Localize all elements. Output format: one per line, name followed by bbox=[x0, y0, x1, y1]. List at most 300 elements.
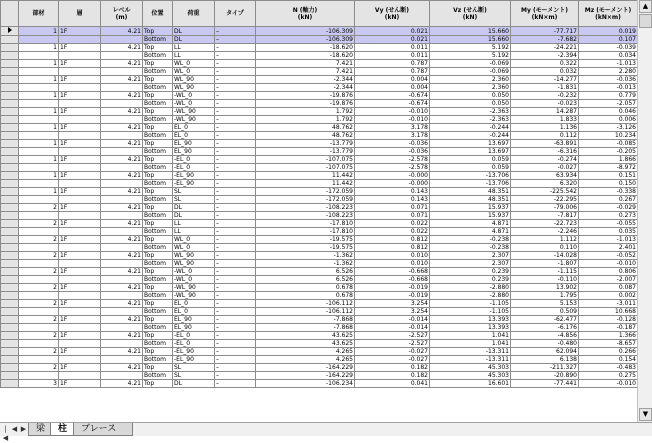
level-cell[interactable] bbox=[101, 52, 143, 60]
row-indicator[interactable] bbox=[1, 220, 19, 228]
vz-cell[interactable]: 15.937 bbox=[430, 212, 511, 220]
n-cell[interactable]: -106.234 bbox=[256, 380, 355, 388]
mz-cell[interactable]: -2.007 bbox=[579, 276, 638, 284]
my-cell[interactable]: -2.246 bbox=[511, 228, 579, 236]
floor-cell[interactable]: 1F bbox=[59, 124, 101, 132]
table-row[interactable] bbox=[1, 340, 638, 348]
type-cell[interactable]: – bbox=[215, 68, 256, 76]
member-cell[interactable] bbox=[19, 68, 59, 76]
vz-cell[interactable]: 15.937 bbox=[430, 204, 511, 212]
member-cell[interactable] bbox=[19, 36, 59, 44]
vz-cell[interactable]: -0.238 bbox=[430, 236, 511, 244]
vz-cell[interactable]: 0.050 bbox=[430, 100, 511, 108]
position-cell[interactable]: Bottom bbox=[143, 100, 173, 108]
row-indicator[interactable] bbox=[1, 364, 19, 372]
mz-cell[interactable]: 1.866 bbox=[579, 156, 638, 164]
row-indicator[interactable] bbox=[1, 324, 19, 332]
tab-beam[interactable]: 梁 bbox=[28, 423, 53, 436]
table-row[interactable] bbox=[1, 220, 638, 228]
floor-cell[interactable] bbox=[59, 180, 101, 188]
my-cell[interactable]: -0.110 bbox=[511, 276, 579, 284]
type-cell[interactable]: – bbox=[215, 332, 256, 340]
my-cell[interactable]: 0.110 bbox=[511, 244, 579, 252]
vz-cell[interactable]: 13.393 bbox=[430, 316, 511, 324]
load-cell[interactable]: -WL_90 bbox=[173, 284, 215, 292]
floor-cell[interactable]: 1F bbox=[59, 156, 101, 164]
level-cell[interactable]: 4.21 bbox=[101, 76, 143, 84]
member-cell[interactable] bbox=[19, 148, 59, 156]
load-cell[interactable]: WL_90 bbox=[173, 260, 215, 268]
floor-cell[interactable]: 1F bbox=[59, 92, 101, 100]
row-indicator[interactable] bbox=[1, 268, 19, 276]
member-cell[interactable]: 1 bbox=[19, 156, 59, 164]
mz-cell[interactable]: -0.085 bbox=[579, 140, 638, 148]
n-cell[interactable]: 11.442 bbox=[256, 172, 355, 180]
level-cell[interactable]: 4.21 bbox=[101, 156, 143, 164]
n-cell[interactable]: -19.575 bbox=[256, 236, 355, 244]
floor-cell[interactable] bbox=[59, 308, 101, 316]
load-cell[interactable]: -EL_0 bbox=[173, 164, 215, 172]
table-row[interactable] bbox=[1, 276, 638, 284]
level-cell[interactable]: 4.21 bbox=[101, 268, 143, 276]
table-row[interactable] bbox=[1, 204, 638, 212]
level-cell[interactable]: 4.21 bbox=[101, 140, 143, 148]
mz-cell[interactable]: -0.013 bbox=[579, 84, 638, 92]
table-row[interactable] bbox=[1, 52, 638, 60]
row-indicator[interactable] bbox=[1, 132, 19, 140]
position-cell[interactable]: Top bbox=[143, 27, 173, 36]
vz-cell[interactable]: -0.238 bbox=[430, 244, 511, 252]
vz-cell[interactable]: -0.069 bbox=[430, 68, 511, 76]
level-cell[interactable] bbox=[101, 68, 143, 76]
load-cell[interactable]: WL_0 bbox=[173, 236, 215, 244]
load-cell[interactable]: WL_0 bbox=[173, 244, 215, 252]
vz-cell[interactable]: -2.363 bbox=[430, 116, 511, 124]
my-cell[interactable]: 0.322 bbox=[511, 60, 579, 68]
table-row[interactable] bbox=[1, 76, 638, 84]
mz-cell[interactable]: -0.338 bbox=[579, 188, 638, 196]
table-row[interactable] bbox=[1, 60, 638, 68]
level-cell[interactable]: 4.21 bbox=[101, 300, 143, 308]
my-cell[interactable]: -0.023 bbox=[511, 100, 579, 108]
position-cell[interactable]: Top bbox=[143, 252, 173, 260]
n-cell[interactable]: -19.876 bbox=[256, 92, 355, 100]
table-row[interactable] bbox=[1, 228, 638, 236]
type-cell[interactable]: – bbox=[215, 188, 256, 196]
floor-cell[interactable]: 1F bbox=[59, 27, 101, 36]
n-cell[interactable]: -164.229 bbox=[256, 372, 355, 380]
type-cell[interactable]: – bbox=[215, 116, 256, 124]
my-cell[interactable]: -20.890 bbox=[511, 372, 579, 380]
load-cell[interactable]: -WL_90 bbox=[173, 116, 215, 124]
vz-cell[interactable]: -0.069 bbox=[430, 60, 511, 68]
vz-cell[interactable]: 13.697 bbox=[430, 140, 511, 148]
n-cell[interactable]: 6.526 bbox=[256, 268, 355, 276]
n-cell[interactable]: -106.309 bbox=[256, 27, 355, 36]
position-cell[interactable]: Bottom bbox=[143, 212, 173, 220]
floor-cell[interactable] bbox=[59, 132, 101, 140]
col-header-load[interactable]: 荷重 bbox=[173, 1, 215, 27]
vz-cell[interactable]: 15.660 bbox=[430, 27, 511, 36]
vz-cell[interactable]: 45.303 bbox=[430, 372, 511, 380]
vy-cell[interactable]: 0.011 bbox=[355, 52, 430, 60]
load-cell[interactable]: WL_90 bbox=[173, 76, 215, 84]
mz-cell[interactable]: -0.128 bbox=[579, 316, 638, 324]
n-cell[interactable]: -19.575 bbox=[256, 244, 355, 252]
level-cell[interactable]: 4.21 bbox=[101, 108, 143, 116]
col-header-position[interactable]: 位置 bbox=[143, 1, 173, 27]
mz-cell[interactable]: -2.057 bbox=[579, 100, 638, 108]
level-cell[interactable] bbox=[101, 228, 143, 236]
load-cell[interactable]: -EL_90 bbox=[173, 356, 215, 364]
scroll-thumb[interactable] bbox=[639, 14, 652, 28]
mz-cell[interactable]: 0.019 bbox=[579, 27, 638, 36]
member-cell[interactable] bbox=[19, 52, 59, 60]
type-cell[interactable]: – bbox=[215, 252, 256, 260]
floor-cell[interactable] bbox=[59, 260, 101, 268]
scroll-down-button[interactable]: ▼ bbox=[639, 408, 652, 421]
n-cell[interactable]: -107.075 bbox=[256, 156, 355, 164]
row-indicator[interactable] bbox=[1, 228, 19, 236]
n-cell[interactable]: 43.625 bbox=[256, 332, 355, 340]
member-cell[interactable]: 2 bbox=[19, 364, 59, 372]
my-cell[interactable]: 1.136 bbox=[511, 124, 579, 132]
my-cell[interactable]: 0.509 bbox=[511, 308, 579, 316]
vy-cell[interactable]: -0.668 bbox=[355, 276, 430, 284]
load-cell[interactable]: WL_90 bbox=[173, 252, 215, 260]
mz-cell[interactable]: -0.039 bbox=[579, 44, 638, 52]
my-cell[interactable]: 5.153 bbox=[511, 300, 579, 308]
type-cell[interactable]: – bbox=[215, 372, 256, 380]
position-cell[interactable]: Bottom bbox=[143, 372, 173, 380]
position-cell[interactable]: Bottom bbox=[143, 340, 173, 348]
load-cell[interactable]: WL_0 bbox=[173, 68, 215, 76]
position-cell[interactable]: Top bbox=[143, 76, 173, 84]
type-cell[interactable]: – bbox=[215, 100, 256, 108]
type-cell[interactable]: – bbox=[215, 380, 256, 388]
position-cell[interactable]: Top bbox=[143, 60, 173, 68]
member-cell[interactable] bbox=[19, 116, 59, 124]
row-indicator[interactable] bbox=[1, 124, 19, 132]
row-indicator[interactable] bbox=[1, 348, 19, 356]
row-indicator[interactable] bbox=[1, 244, 19, 252]
vz-cell[interactable]: 48.351 bbox=[430, 196, 511, 204]
vy-cell[interactable]: -0.010 bbox=[355, 116, 430, 124]
vz-cell[interactable]: -0.244 bbox=[430, 124, 511, 132]
n-cell[interactable]: 4.265 bbox=[256, 356, 355, 364]
table-row[interactable] bbox=[1, 236, 638, 244]
my-cell[interactable]: -1.115 bbox=[511, 268, 579, 276]
row-indicator[interactable] bbox=[1, 108, 19, 116]
vz-cell[interactable]: -1.105 bbox=[430, 308, 511, 316]
load-cell[interactable]: -EL_0 bbox=[173, 340, 215, 348]
position-cell[interactable]: Top bbox=[143, 284, 173, 292]
member-cell[interactable]: 1 bbox=[19, 108, 59, 116]
member-cell[interactable] bbox=[19, 276, 59, 284]
level-cell[interactable] bbox=[101, 84, 143, 92]
load-cell[interactable]: DL bbox=[173, 27, 215, 36]
member-cell[interactable] bbox=[19, 180, 59, 188]
load-cell[interactable]: EL_90 bbox=[173, 316, 215, 324]
type-cell[interactable]: – bbox=[215, 276, 256, 284]
n-cell[interactable]: 0.678 bbox=[256, 292, 355, 300]
n-cell[interactable]: -2.344 bbox=[256, 84, 355, 92]
member-cell[interactable]: 1 bbox=[19, 172, 59, 180]
n-cell[interactable]: -7.868 bbox=[256, 324, 355, 332]
row-indicator[interactable] bbox=[1, 196, 19, 204]
vz-cell[interactable]: 0.239 bbox=[430, 276, 511, 284]
member-cell[interactable] bbox=[19, 164, 59, 172]
tab-nav-prev-button[interactable]: ◀ bbox=[11, 425, 18, 433]
position-cell[interactable]: Top bbox=[143, 188, 173, 196]
my-cell[interactable]: 1.112 bbox=[511, 236, 579, 244]
tab-nav-first-button[interactable]: |◀ bbox=[2, 425, 9, 442]
mz-cell[interactable]: -1.013 bbox=[579, 236, 638, 244]
vy-cell[interactable]: -2.527 bbox=[355, 332, 430, 340]
position-cell[interactable]: Bottom bbox=[143, 52, 173, 60]
level-cell[interactable] bbox=[101, 308, 143, 316]
load-cell[interactable]: WL_90 bbox=[173, 84, 215, 92]
vz-cell[interactable]: -2.363 bbox=[430, 108, 511, 116]
floor-cell[interactable]: 1F bbox=[59, 380, 101, 388]
mz-cell[interactable]: -0.010 bbox=[579, 380, 638, 388]
row-indicator[interactable] bbox=[1, 284, 19, 292]
position-cell[interactable]: Bottom bbox=[143, 84, 173, 92]
type-cell[interactable]: – bbox=[215, 300, 256, 308]
floor-cell[interactable]: 1F bbox=[59, 140, 101, 148]
load-cell[interactable]: -WL_90 bbox=[173, 292, 215, 300]
vy-cell[interactable]: 0.143 bbox=[355, 196, 430, 204]
mz-cell[interactable]: -0.055 bbox=[579, 220, 638, 228]
floor-cell[interactable]: 1F bbox=[59, 316, 101, 324]
floor-cell[interactable]: 1F bbox=[59, 44, 101, 52]
vz-cell[interactable]: 13.393 bbox=[430, 324, 511, 332]
mz-cell[interactable]: 0.087 bbox=[579, 284, 638, 292]
level-cell[interactable] bbox=[101, 292, 143, 300]
level-cell[interactable] bbox=[101, 148, 143, 156]
my-cell[interactable]: 62.094 bbox=[511, 348, 579, 356]
n-cell[interactable]: -108.223 bbox=[256, 204, 355, 212]
level-cell[interactable]: 4.21 bbox=[101, 252, 143, 260]
load-cell[interactable]: DL bbox=[173, 212, 215, 220]
my-cell[interactable]: 63.934 bbox=[511, 172, 579, 180]
member-cell[interactable] bbox=[19, 196, 59, 204]
member-cell[interactable]: 2 bbox=[19, 268, 59, 276]
floor-cell[interactable] bbox=[59, 52, 101, 60]
mz-cell[interactable]: 0.806 bbox=[579, 268, 638, 276]
position-cell[interactable]: Top bbox=[143, 108, 173, 116]
mz-cell[interactable]: -0.187 bbox=[579, 324, 638, 332]
floor-cell[interactable] bbox=[59, 372, 101, 380]
my-cell[interactable]: -63.891 bbox=[511, 140, 579, 148]
vz-cell[interactable]: 16.601 bbox=[430, 380, 511, 388]
level-cell[interactable] bbox=[101, 164, 143, 172]
type-cell[interactable]: – bbox=[215, 84, 256, 92]
type-cell[interactable]: – bbox=[215, 76, 256, 84]
load-cell[interactable]: -EL_90 bbox=[173, 172, 215, 180]
floor-cell[interactable] bbox=[59, 36, 101, 44]
n-cell[interactable]: -172.059 bbox=[256, 188, 355, 196]
row-indicator[interactable] bbox=[1, 116, 19, 124]
vy-cell[interactable]: -0.036 bbox=[355, 140, 430, 148]
row-indicator[interactable] bbox=[1, 316, 19, 324]
type-cell[interactable]: – bbox=[215, 164, 256, 172]
n-cell[interactable]: -1.362 bbox=[256, 252, 355, 260]
vy-cell[interactable]: -0.014 bbox=[355, 316, 430, 324]
table-row[interactable] bbox=[1, 372, 638, 380]
member-cell[interactable]: 1 bbox=[19, 188, 59, 196]
table-row[interactable] bbox=[1, 156, 638, 164]
row-indicator[interactable] bbox=[1, 252, 19, 260]
vy-cell[interactable]: 0.004 bbox=[355, 76, 430, 84]
vy-cell[interactable]: 0.041 bbox=[355, 380, 430, 388]
position-cell[interactable]: Bottom bbox=[143, 356, 173, 364]
table-row[interactable] bbox=[1, 252, 638, 260]
vy-cell[interactable]: 0.011 bbox=[355, 44, 430, 52]
col-header-type[interactable]: タイプ bbox=[215, 1, 256, 27]
level-cell[interactable]: 4.21 bbox=[101, 172, 143, 180]
table-row[interactable] bbox=[1, 308, 638, 316]
vz-cell[interactable]: 5.192 bbox=[430, 44, 511, 52]
vz-cell[interactable]: 2.307 bbox=[430, 252, 511, 260]
col-header-vz[interactable]: Vz (せん断) (kN) bbox=[430, 1, 511, 27]
vy-cell[interactable]: -0.668 bbox=[355, 268, 430, 276]
vz-cell[interactable]: 2.360 bbox=[430, 76, 511, 84]
floor-cell[interactable] bbox=[59, 244, 101, 252]
n-cell[interactable]: 1.792 bbox=[256, 116, 355, 124]
level-cell[interactable]: 4.21 bbox=[101, 284, 143, 292]
floor-cell[interactable] bbox=[59, 196, 101, 204]
table-row[interactable] bbox=[1, 268, 638, 276]
table-row[interactable] bbox=[1, 68, 638, 76]
floor-cell[interactable] bbox=[59, 164, 101, 172]
n-cell[interactable]: -18.620 bbox=[256, 52, 355, 60]
n-cell[interactable]: -107.075 bbox=[256, 164, 355, 172]
mz-cell[interactable]: 2.280 bbox=[579, 68, 638, 76]
vy-cell[interactable]: 0.182 bbox=[355, 372, 430, 380]
my-cell[interactable]: -211.327 bbox=[511, 364, 579, 372]
load-cell[interactable]: -EL_0 bbox=[173, 156, 215, 164]
type-cell[interactable]: – bbox=[215, 308, 256, 316]
my-cell[interactable]: -14.277 bbox=[511, 76, 579, 84]
type-cell[interactable]: – bbox=[215, 180, 256, 188]
floor-cell[interactable]: 1F bbox=[59, 268, 101, 276]
type-cell[interactable]: – bbox=[215, 212, 256, 220]
table-row[interactable] bbox=[1, 196, 638, 204]
floor-cell[interactable] bbox=[59, 228, 101, 236]
vy-cell[interactable]: 0.812 bbox=[355, 236, 430, 244]
load-cell[interactable]: WL_0 bbox=[173, 60, 215, 68]
my-cell[interactable]: -6.176 bbox=[511, 324, 579, 332]
mz-cell[interactable]: 2.401 bbox=[579, 244, 638, 252]
mz-cell[interactable]: 10.668 bbox=[579, 308, 638, 316]
member-cell[interactable] bbox=[19, 340, 59, 348]
my-cell[interactable]: -0.027 bbox=[511, 164, 579, 172]
position-cell[interactable]: Top bbox=[143, 124, 173, 132]
vz-cell[interactable]: 1.041 bbox=[430, 340, 511, 348]
col-header-mz[interactable]: Mz (モーメント) (kN×m) bbox=[579, 1, 638, 27]
n-cell[interactable]: 43.625 bbox=[256, 340, 355, 348]
col-header-level[interactable]: レベル (m) bbox=[101, 1, 143, 27]
level-cell[interactable]: 4.21 bbox=[101, 44, 143, 52]
table-row[interactable] bbox=[1, 27, 638, 36]
vz-cell[interactable]: 48.351 bbox=[430, 188, 511, 196]
vy-cell[interactable]: 0.021 bbox=[355, 36, 430, 44]
vz-cell[interactable]: 45.303 bbox=[430, 364, 511, 372]
row-indicator[interactable] bbox=[1, 84, 19, 92]
member-cell[interactable] bbox=[19, 100, 59, 108]
member-cell[interactable]: 1 bbox=[19, 60, 59, 68]
floor-cell[interactable]: 1F bbox=[59, 76, 101, 84]
my-cell[interactable]: 0.112 bbox=[511, 132, 579, 140]
row-indicator[interactable] bbox=[1, 300, 19, 308]
vy-cell[interactable]: 0.022 bbox=[355, 228, 430, 236]
row-indicator[interactable] bbox=[1, 52, 19, 60]
type-cell[interactable]: – bbox=[215, 220, 256, 228]
vz-cell[interactable]: -0.244 bbox=[430, 132, 511, 140]
mz-cell[interactable]: -3.126 bbox=[579, 124, 638, 132]
floor-cell[interactable] bbox=[59, 68, 101, 76]
type-cell[interactable]: – bbox=[215, 244, 256, 252]
position-cell[interactable]: Top bbox=[143, 332, 173, 340]
type-cell[interactable]: – bbox=[215, 340, 256, 348]
row-indicator[interactable] bbox=[1, 188, 19, 196]
member-cell[interactable]: 2 bbox=[19, 284, 59, 292]
load-cell[interactable]: SL bbox=[173, 364, 215, 372]
position-cell[interactable]: Bottom bbox=[143, 196, 173, 204]
table-row[interactable] bbox=[1, 36, 638, 44]
type-cell[interactable]: – bbox=[215, 324, 256, 332]
vy-cell[interactable]: 0.812 bbox=[355, 244, 430, 252]
my-cell[interactable]: -24.221 bbox=[511, 44, 579, 52]
my-cell[interactable]: 6.138 bbox=[511, 356, 579, 364]
load-cell[interactable]: LL bbox=[173, 52, 215, 60]
vz-cell[interactable]: 5.192 bbox=[430, 52, 511, 60]
type-cell[interactable]: – bbox=[215, 108, 256, 116]
row-indicator[interactable] bbox=[1, 332, 19, 340]
member-cell[interactable]: 1 bbox=[19, 44, 59, 52]
table-row[interactable] bbox=[1, 212, 638, 220]
row-indicator[interactable] bbox=[1, 212, 19, 220]
mz-cell[interactable]: -8.972 bbox=[579, 164, 638, 172]
my-cell[interactable]: -2.394 bbox=[511, 52, 579, 60]
mz-cell[interactable]: -1.013 bbox=[579, 60, 638, 68]
member-cell[interactable] bbox=[19, 212, 59, 220]
table-row[interactable] bbox=[1, 108, 638, 116]
my-cell[interactable]: -77.717 bbox=[511, 27, 579, 36]
position-cell[interactable]: Bottom bbox=[143, 276, 173, 284]
member-cell[interactable]: 2 bbox=[19, 332, 59, 340]
vy-cell[interactable]: 3.178 bbox=[355, 124, 430, 132]
load-cell[interactable]: -WL_0 bbox=[173, 100, 215, 108]
type-cell[interactable]: – bbox=[215, 132, 256, 140]
mz-cell[interactable]: 10.234 bbox=[579, 132, 638, 140]
level-cell[interactable] bbox=[101, 324, 143, 332]
n-cell[interactable]: 6.526 bbox=[256, 276, 355, 284]
type-cell[interactable]: – bbox=[215, 260, 256, 268]
vy-cell[interactable]: -0.019 bbox=[355, 292, 430, 300]
floor-cell[interactable] bbox=[59, 84, 101, 92]
level-cell[interactable] bbox=[101, 356, 143, 364]
mz-cell[interactable]: -3.011 bbox=[579, 300, 638, 308]
position-cell[interactable]: Bottom bbox=[143, 308, 173, 316]
row-indicator[interactable] bbox=[1, 308, 19, 316]
vy-cell[interactable]: 0.004 bbox=[355, 84, 430, 92]
member-cell[interactable]: 1 bbox=[19, 27, 59, 36]
position-cell[interactable]: Bottom bbox=[143, 116, 173, 124]
vy-cell[interactable]: -0.000 bbox=[355, 180, 430, 188]
member-cell[interactable] bbox=[19, 324, 59, 332]
